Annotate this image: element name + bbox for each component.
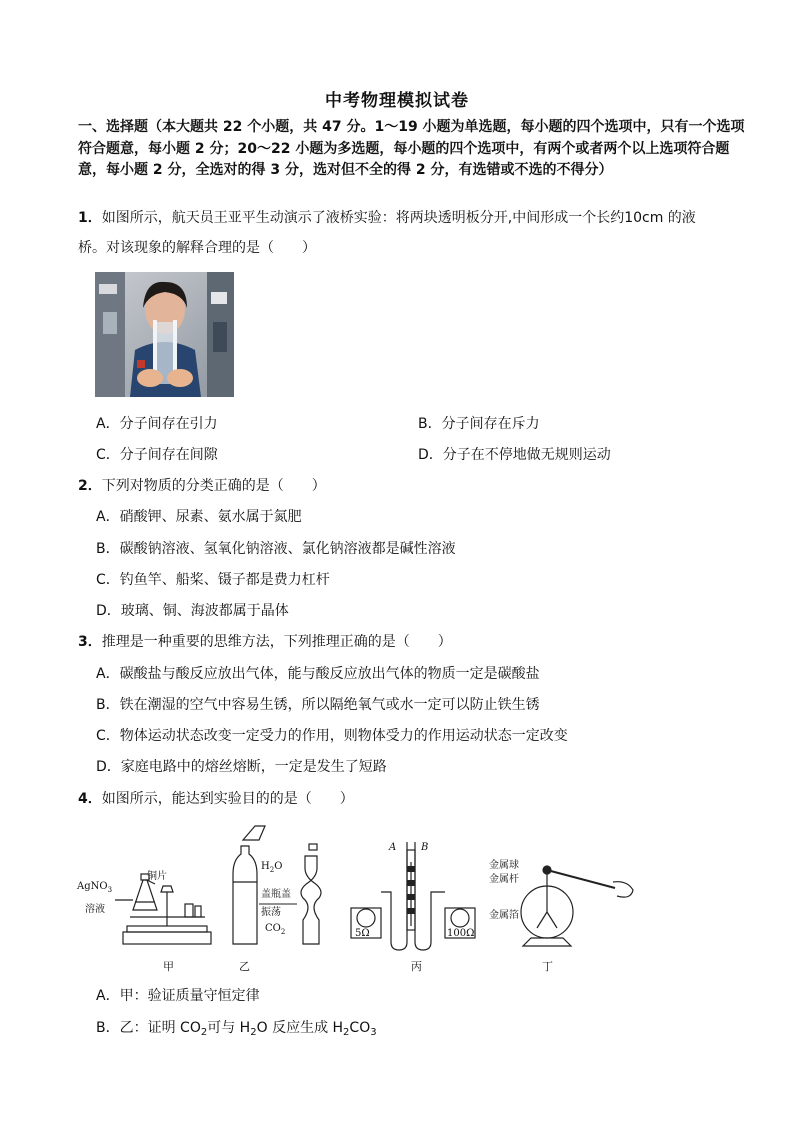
- question-1-line2: 桥。对该现象的解释合理的是（ ）: [78, 240, 316, 256]
- question-2-option-c: C．钓鱼竿、船桨、镊子都是费力杠杆: [96, 572, 330, 588]
- question-1-option-d: D．分子在不停地做无规则运动: [418, 447, 611, 463]
- experiment-figure: [75, 822, 645, 974]
- question-1-stem: [78, 203, 758, 263]
- question-2-text: 下列对物质的分类正确的是（ ）: [101, 478, 326, 494]
- question-2-stem: [78, 476, 326, 496]
- question-4-stem: [78, 789, 354, 809]
- label-r1: 5Ω: [355, 928, 370, 939]
- question-2-option-d: D．玻璃、铜、海波都属于晶体: [96, 603, 289, 619]
- question-3-number: 3．: [78, 634, 102, 650]
- figure-jia: [115, 874, 211, 944]
- question-4-number: 4．: [78, 791, 102, 807]
- caption-jia: 甲: [163, 960, 174, 973]
- label-copper: 铜片: [147, 871, 167, 882]
- question-2-number: 2．: [78, 478, 102, 494]
- label-cap: 盖瓶盖: [261, 889, 291, 900]
- question-1-number: 1．: [78, 210, 102, 226]
- question-2-option-a: A．硝酸钾、尿素、氨水属于氮肥: [96, 509, 302, 525]
- figure-ding: [521, 866, 633, 946]
- question-3-option-c: C．物体运动状态改变一定受力的作用，则物体受力的作用运动状态一定改变: [96, 728, 568, 744]
- question-3-text: 推理是一种重要的思维方法，下列推理正确的是（ ）: [101, 634, 452, 650]
- label-shake: 振荡: [261, 907, 281, 918]
- section-instructions: 一、选择题（本大题共 22 个小题，共 47 分。1～19 小题为单选题，每小题的四个选项中，只有一个选项符合题意，每小题 2 分；20～22 小题为多选题，每小题的四个选项中，有两个或者两个以上选项符合题意，每小题 2 分，全选对的得 3 分，选对但不全的得 2 分，有选错或不选的不得分）: [78, 119, 745, 178]
- question-1-option-b: B．分子间存在斥力: [418, 416, 540, 432]
- question-1-line1: 如图所示，航天员王亚平生动演示了液桥实验：将两块透明板分开,中间形成一个长约10cm 的液: [101, 210, 696, 226]
- question-3-stem: [78, 632, 452, 652]
- label-b: B: [421, 842, 429, 853]
- label-a: A: [389, 842, 397, 853]
- question-4-option-a: A．甲：验证质量守恒定律: [96, 988, 260, 1004]
- label-solution: 溶液: [85, 904, 105, 915]
- caption-yi: 乙: [239, 960, 250, 973]
- label-foil: 金属箔: [489, 910, 519, 921]
- question-3-option-d: D．家庭电路中的熔丝熔断，一定是发生了短路: [96, 759, 387, 775]
- liquid-bridge-photo: [95, 272, 234, 397]
- caption-bing: 丙: [411, 960, 422, 973]
- label-h2o: $H_2O$: [261, 861, 283, 874]
- caption-ding: 丁: [542, 960, 553, 973]
- question-4-option-b: B．乙：证明 $CO_2$可与 $H_2O$ 反应生成 $H_2CO_3$: [96, 1020, 377, 1038]
- question-3-option-b: B．铁在潮湿的空气中容易生锈，所以隔绝氧气或水一定可以防止铁生锈: [96, 697, 540, 713]
- question-1-option-a: A．分子间存在引力: [96, 416, 218, 432]
- label-ball: 金属球: [489, 860, 519, 871]
- label-co2: $CO_2$: [265, 923, 286, 936]
- question-4-text: 如图所示，能达到实验目的的是（ ）: [101, 791, 354, 807]
- question-1-option-c: C．分子间存在间隙: [96, 447, 218, 463]
- question-3-option-a: A．碳酸盐与酸反应放出气体，能与酸反应放出气体的物质一定是碳酸盐: [96, 666, 540, 682]
- question-2-option-b: B．碳酸钠溶液、氢氧化钠溶液、氯化钠溶液都是碱性溶液: [96, 541, 456, 557]
- label-agno3: AgNO$_3$: [77, 881, 113, 894]
- label-r2: 100Ω: [447, 928, 475, 939]
- label-rod: 金属杆: [489, 874, 519, 885]
- page-title: 中考物理模拟试卷: [325, 91, 469, 111]
